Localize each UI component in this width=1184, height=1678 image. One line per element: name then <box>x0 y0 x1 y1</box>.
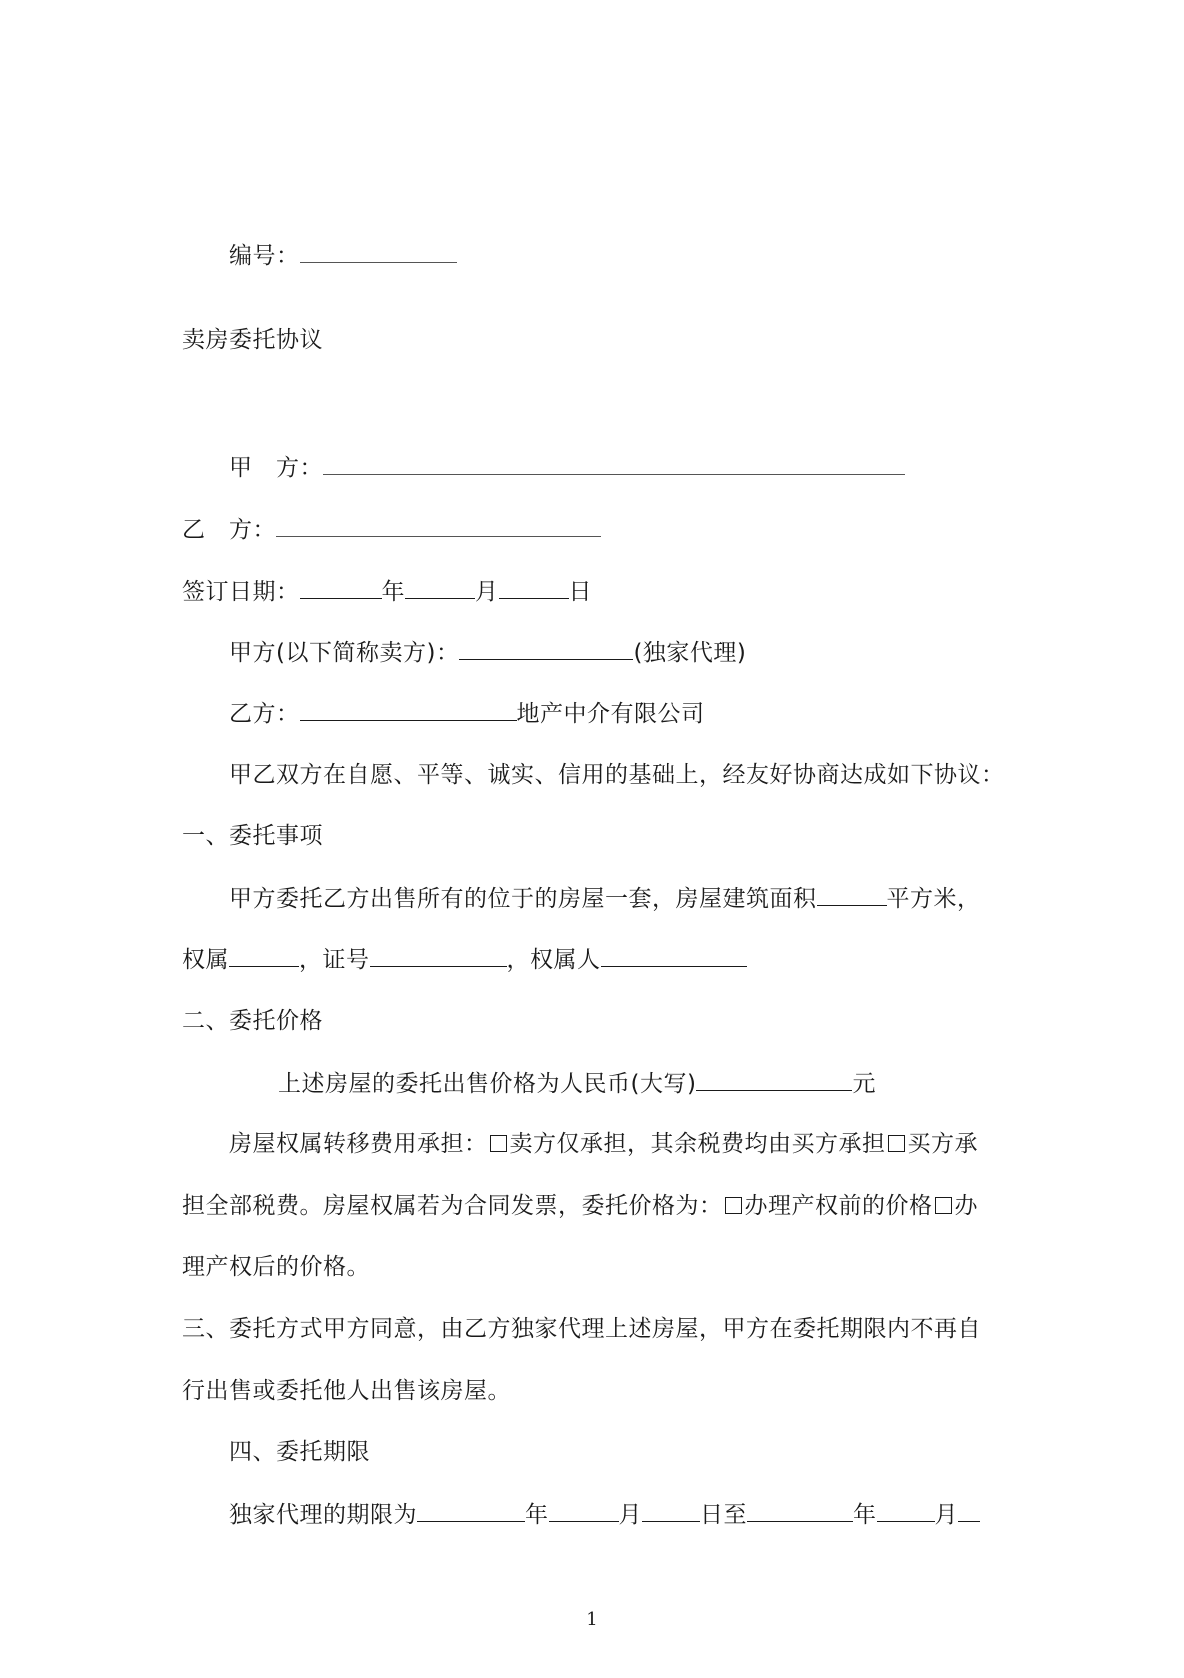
party-b-blank <box>276 514 601 537</box>
page-number: 1 <box>586 1609 598 1630</box>
section-1-text: 甲方委托乙方出售所有的位于的房屋一套，房屋建筑面积 <box>229 886 817 912</box>
fee-line-2 <box>182 1191 978 1221</box>
section-1-heading: 一、委托事项 <box>182 823 323 849</box>
certificate-label: ，证号 <box>299 947 370 973</box>
fee-option-1: 卖方仅承担，其余税费均由买方承担 <box>509 1131 886 1157</box>
period-start-day-blank <box>642 1499 700 1522</box>
period-start-month-label: 月 <box>618 1502 642 1528</box>
price-text: 上述房屋的委托出售价格为人民币(大写) <box>278 1071 697 1097</box>
price-unit: 元 <box>852 1071 876 1097</box>
period-end-month-label: 月 <box>934 1502 958 1528</box>
period-end-month-blank <box>877 1499 935 1522</box>
ownership-blank <box>229 944 299 967</box>
fee-text-1: 房屋权属转移费用承担： <box>229 1131 488 1157</box>
agent-blank <box>300 698 517 721</box>
price-blank <box>696 1068 852 1091</box>
period-start-year-blank <box>417 1499 525 1522</box>
section-3-line-2: 行出售或委托他人出售该房屋。 <box>182 1378 511 1404</box>
sign-year-blank <box>300 576 382 599</box>
document-title: 卖房委托协议 <box>182 327 323 353</box>
period-end-year-blank <box>747 1499 853 1522</box>
section-2-heading: 二、委托价格 <box>182 1008 323 1034</box>
sign-date-row <box>182 576 592 607</box>
fee-option-4: 办 <box>954 1193 978 1219</box>
price-row <box>278 1068 876 1099</box>
section-3-line-1: 三、委托方式甲方同意，由乙方独家代理上述房屋，甲方在委托期限内不再自 <box>182 1316 981 1342</box>
period-start-year-label: 年 <box>525 1502 549 1528</box>
period-text: 独家代理的期限为 <box>229 1502 417 1528</box>
period-start-month-blank <box>549 1499 619 1522</box>
fee-text-2: 担全部税费。房屋权属若为合同发票，委托价格为： <box>182 1193 723 1219</box>
seller-row <box>229 637 746 668</box>
section-1-line-1 <box>229 883 981 914</box>
agent-label: 乙方： <box>229 701 300 727</box>
party-a-label: 甲 方： <box>229 455 323 481</box>
seller-bears-checkbox[interactable] <box>490 1135 507 1152</box>
agent-suffix: 地产中介有限公司 <box>516 701 705 727</box>
period-row <box>229 1499 980 1530</box>
preamble: 甲乙双方在自愿、平等、诚实、信用的基础上，经友好协商达成如下协议： <box>229 762 1005 788</box>
owner-blank <box>601 944 747 967</box>
owner-label: ，权属人 <box>506 947 601 973</box>
party-b-row <box>182 514 601 545</box>
fee-option-3: 办理产权前的价格 <box>744 1193 933 1219</box>
section-1-line-2 <box>182 944 747 975</box>
fee-option-2: 买方承 <box>907 1131 978 1157</box>
buyer-bears-checkbox[interactable] <box>888 1135 905 1152</box>
seller-blank <box>459 637 633 660</box>
ownership-label: 权属 <box>182 947 229 973</box>
period-day-to-label: 日至 <box>700 1502 747 1528</box>
sign-day-label: 日 <box>568 579 592 605</box>
period-end-day-blank <box>958 1499 980 1522</box>
document-number-row <box>229 240 457 271</box>
document-number-blank <box>300 240 457 263</box>
sign-day-blank <box>499 576 569 599</box>
sign-month-blank <box>405 576 475 599</box>
party-a-row <box>229 452 905 483</box>
agent-row <box>229 698 705 729</box>
seller-label: 甲方(以下简称卖方)： <box>229 640 460 666</box>
sign-date-label: 签订日期： <box>182 579 300 605</box>
period-end-year-label: 年 <box>853 1502 877 1528</box>
area-blank <box>817 883 887 906</box>
sign-month-label: 月 <box>475 579 499 605</box>
price-before-title-checkbox[interactable] <box>725 1197 742 1214</box>
sign-year-label: 年 <box>381 579 405 605</box>
fee-line-3: 理产权后的价格。 <box>182 1254 370 1280</box>
certificate-blank <box>370 944 507 967</box>
party-b-label: 乙 方： <box>182 517 276 543</box>
fee-line-1 <box>229 1129 978 1159</box>
area-unit: 平方米， <box>886 886 981 912</box>
party-a-blank <box>323 452 905 475</box>
section-4-heading: 四、委托期限 <box>229 1439 370 1465</box>
seller-suffix: (独家代理) <box>633 640 747 666</box>
price-after-title-checkbox[interactable] <box>935 1197 952 1214</box>
document-number-label: 编号： <box>229 243 300 269</box>
